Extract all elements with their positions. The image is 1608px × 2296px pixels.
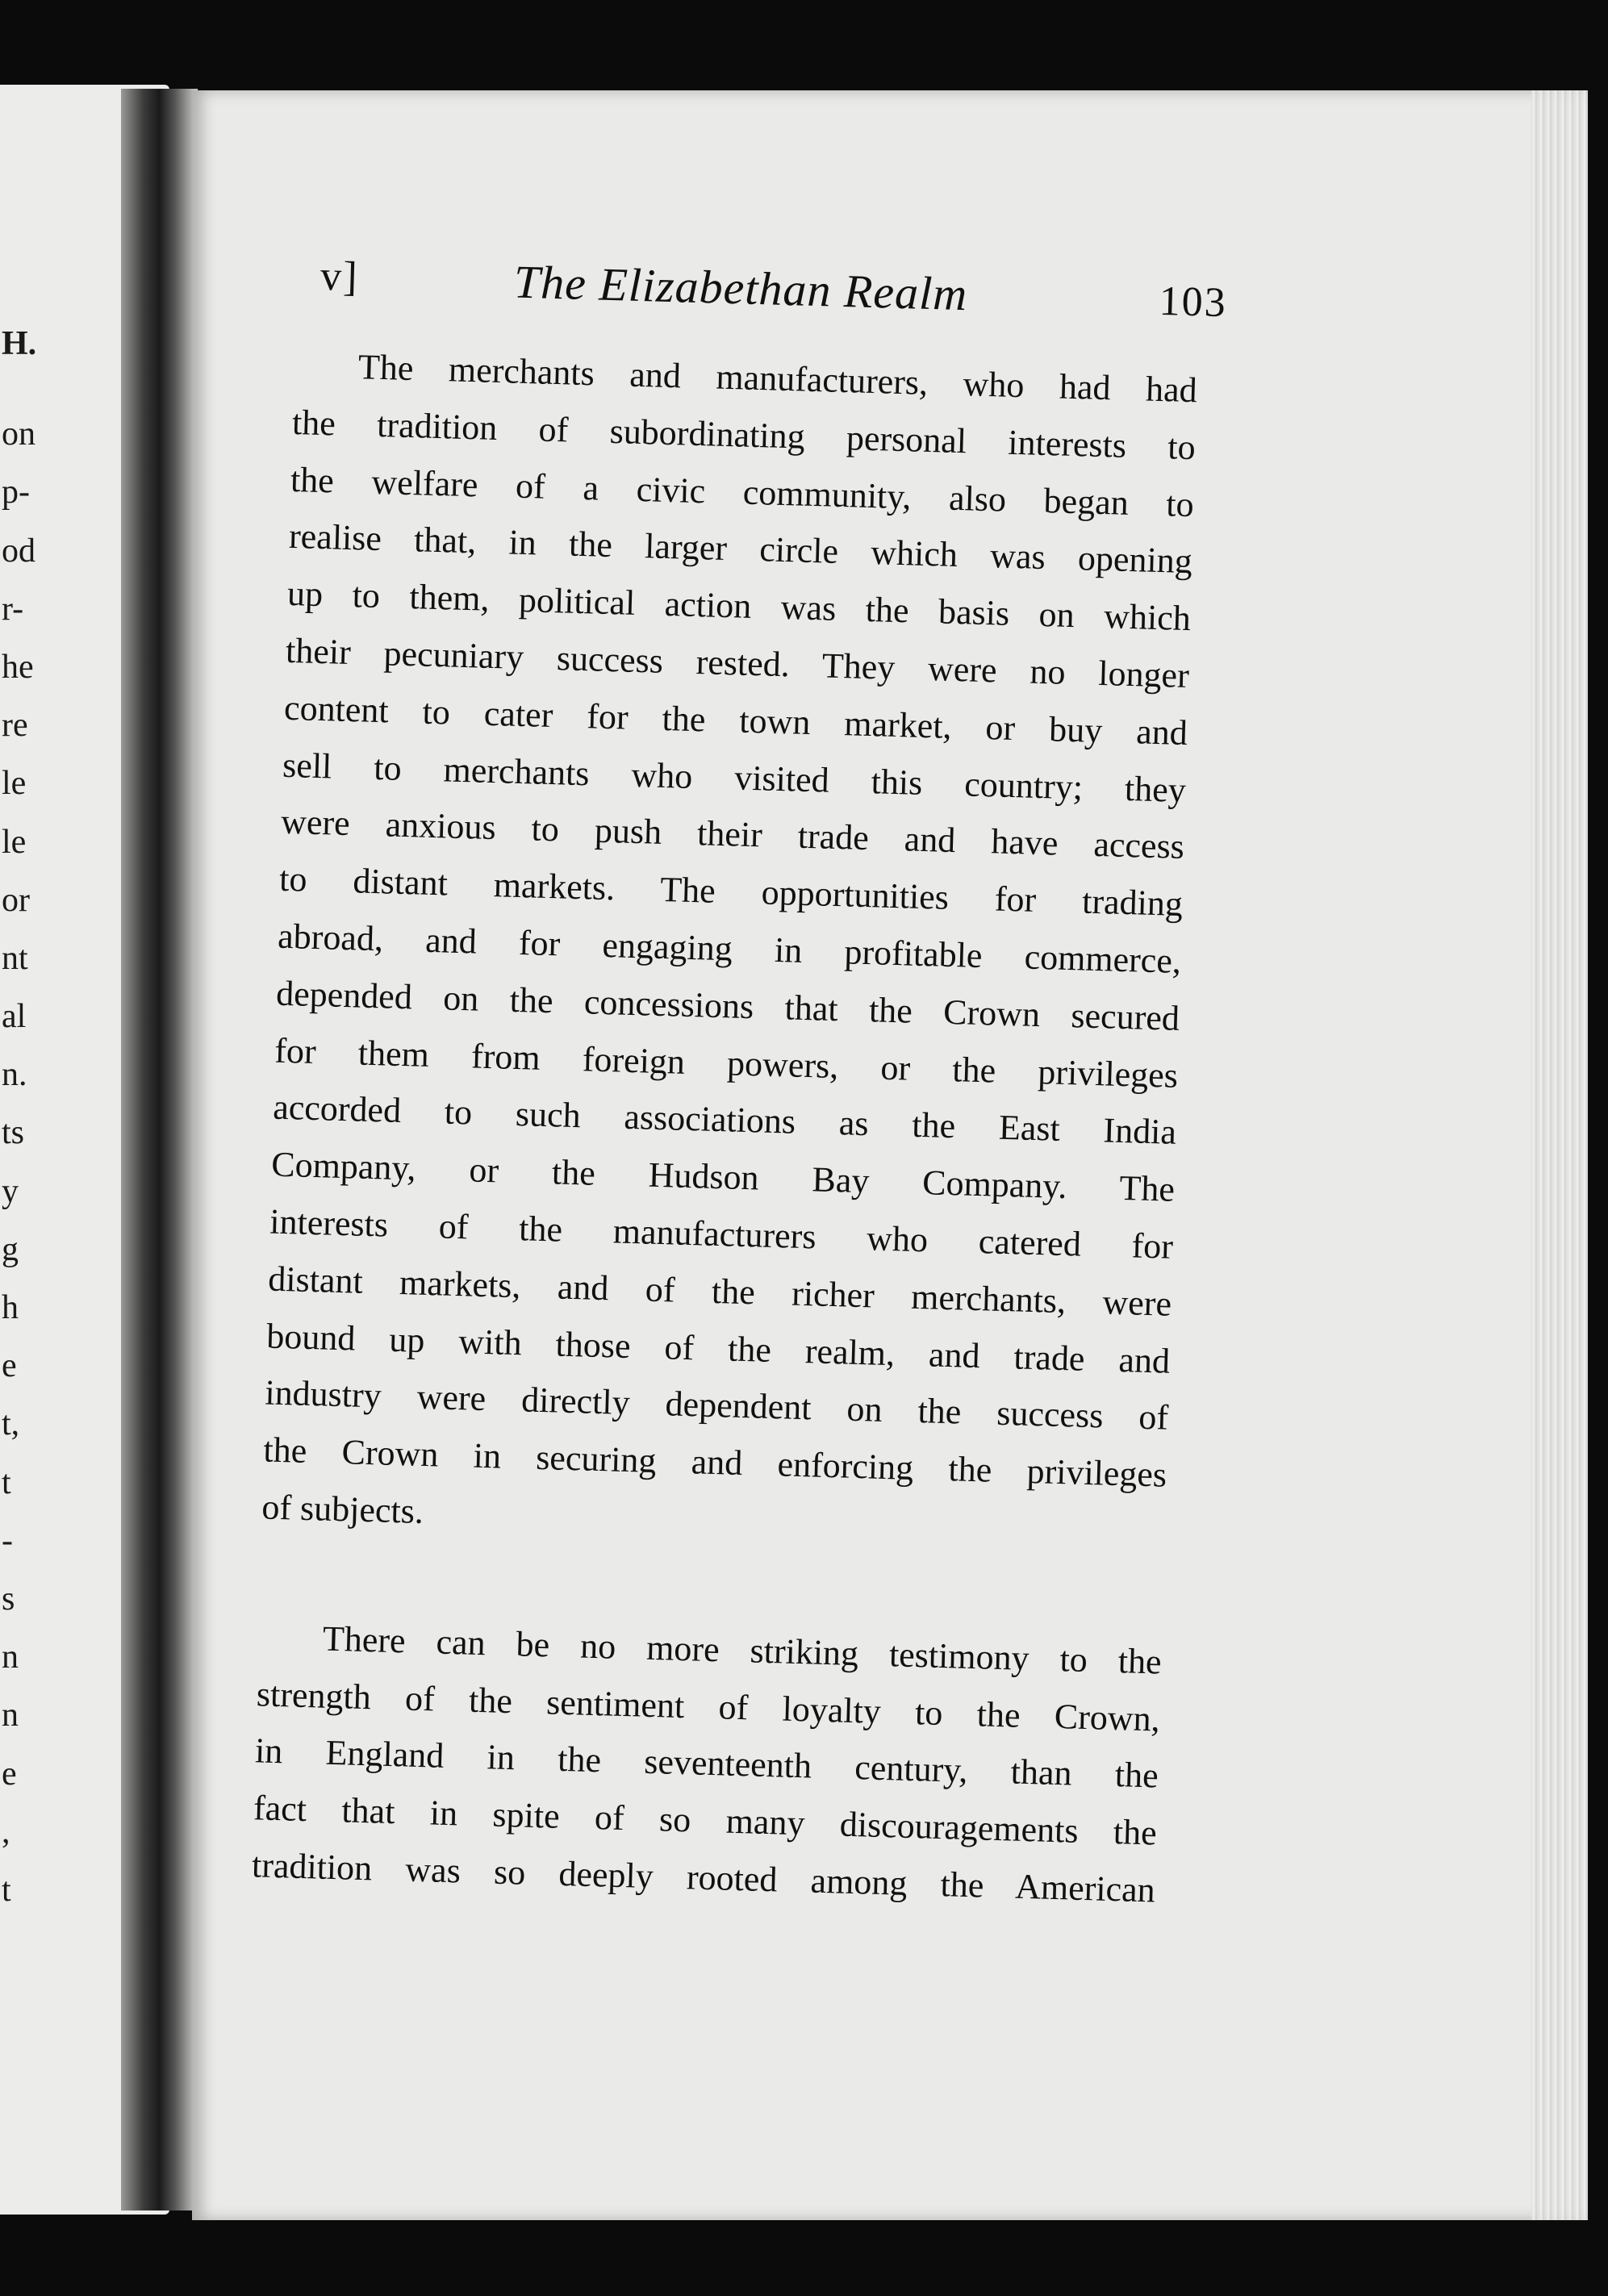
text-line: distant markets, and of the richer merchants, were <box>267 1259 1172 1324</box>
book-page <box>192 90 1588 2220</box>
paragraph <box>251 1609 1162 1919</box>
previous-page-line-endings <box>0 315 73 1919</box>
fragment-line: e <box>2 1755 17 1793</box>
fragment-line: n. <box>2 1056 27 1094</box>
fragment-line: y <box>2 1172 19 1210</box>
fragment-line: n <box>2 1639 19 1676</box>
fragment-line: g <box>2 1230 19 1268</box>
text-line: the tradition of subordinating personal interests to <box>291 402 1197 467</box>
fragment-line: on <box>2 415 36 453</box>
text-line: their pecuniary success rested. They were no longer <box>285 630 1190 696</box>
fragment-line: or <box>2 881 30 919</box>
fragment-line: s <box>2 1580 15 1618</box>
text-line: realise that, in the larger circle which was opening <box>288 516 1193 582</box>
fragment-line: h <box>2 1289 19 1326</box>
fragment-line: re <box>2 707 28 745</box>
fragment-line: p- <box>2 474 30 511</box>
fragment-line: H. <box>2 325 37 362</box>
fragment-line: - <box>2 1522 13 1559</box>
text-line: There can be no more striking testimony to the <box>322 1618 1163 1682</box>
fragment-line: , <box>2 1813 10 1851</box>
text-line: accorded to such associations as the East India <box>272 1087 1177 1153</box>
fragment-line: he <box>2 648 34 686</box>
fragment-line: al <box>2 998 27 1036</box>
fragment-line: le <box>2 823 27 861</box>
text-line: the welfare of a civic community, also began to <box>290 459 1195 524</box>
text-line: content to cater for the town market, or buy and <box>283 687 1188 753</box>
text-line: strength of the sentiment of loyalty to the Crown, <box>256 1673 1161 1739</box>
text-line: bound up with those of the realm, and trade and <box>265 1316 1171 1381</box>
page-number: 103 <box>1158 278 1228 327</box>
text-line: tradition was so deeply rooted among the American <box>251 1845 1156 1910</box>
text-line: in England in the seventeenth century, than the <box>254 1730 1159 1796</box>
text-line: of subjects. <box>261 1487 424 1531</box>
book-gutter-shadow <box>121 89 198 2210</box>
fragment-line: nt <box>2 939 28 977</box>
text-line: sell to merchants who visited this country; they <box>282 745 1187 810</box>
page-text-block <box>251 252 1228 1919</box>
text-line: were anxious to push their trade and have access <box>280 802 1185 867</box>
fragment-line: e <box>2 1347 17 1385</box>
text-line: industry were directly dependent on the success of <box>264 1372 1169 1438</box>
text-line: for them from foreign powers, or the privileges <box>274 1030 1179 1096</box>
fragment-line: t, <box>2 1405 20 1443</box>
running-title: The Elizabethan Realm <box>513 255 969 321</box>
fragment-line: le <box>2 765 27 803</box>
text-line: up to them, political action was the basis on which <box>286 574 1192 639</box>
fragment-line: r- <box>2 590 24 628</box>
text-line: Company, or the Hudson Bay Company. The <box>270 1144 1176 1209</box>
fragment-line: od <box>2 532 36 570</box>
text-line: depended on the concessions that the Crown secured <box>275 973 1180 1038</box>
text-line: the Crown in securing and enforcing the privileges <box>262 1430 1167 1495</box>
text-line: The merchants and manufacturers, who had had <box>357 347 1198 411</box>
fragment-line: t <box>2 1871 11 1909</box>
fragment-line: n <box>2 1697 19 1735</box>
fragment-line: t <box>2 1463 11 1501</box>
text-line: fact that in spite of so many discouragements the <box>253 1788 1158 1853</box>
paragraph <box>261 337 1198 1561</box>
page-edge <box>1531 90 1588 2220</box>
text-line: abroad, and for engaging in profitable commerce, <box>277 916 1182 981</box>
chapter-mark: v] <box>320 253 360 301</box>
text-line: to distant markets. The opportunities for trading <box>278 858 1184 925</box>
fragment-line: ts <box>2 1114 25 1152</box>
text-line: interests of the manufacturers who catered for <box>269 1201 1174 1267</box>
